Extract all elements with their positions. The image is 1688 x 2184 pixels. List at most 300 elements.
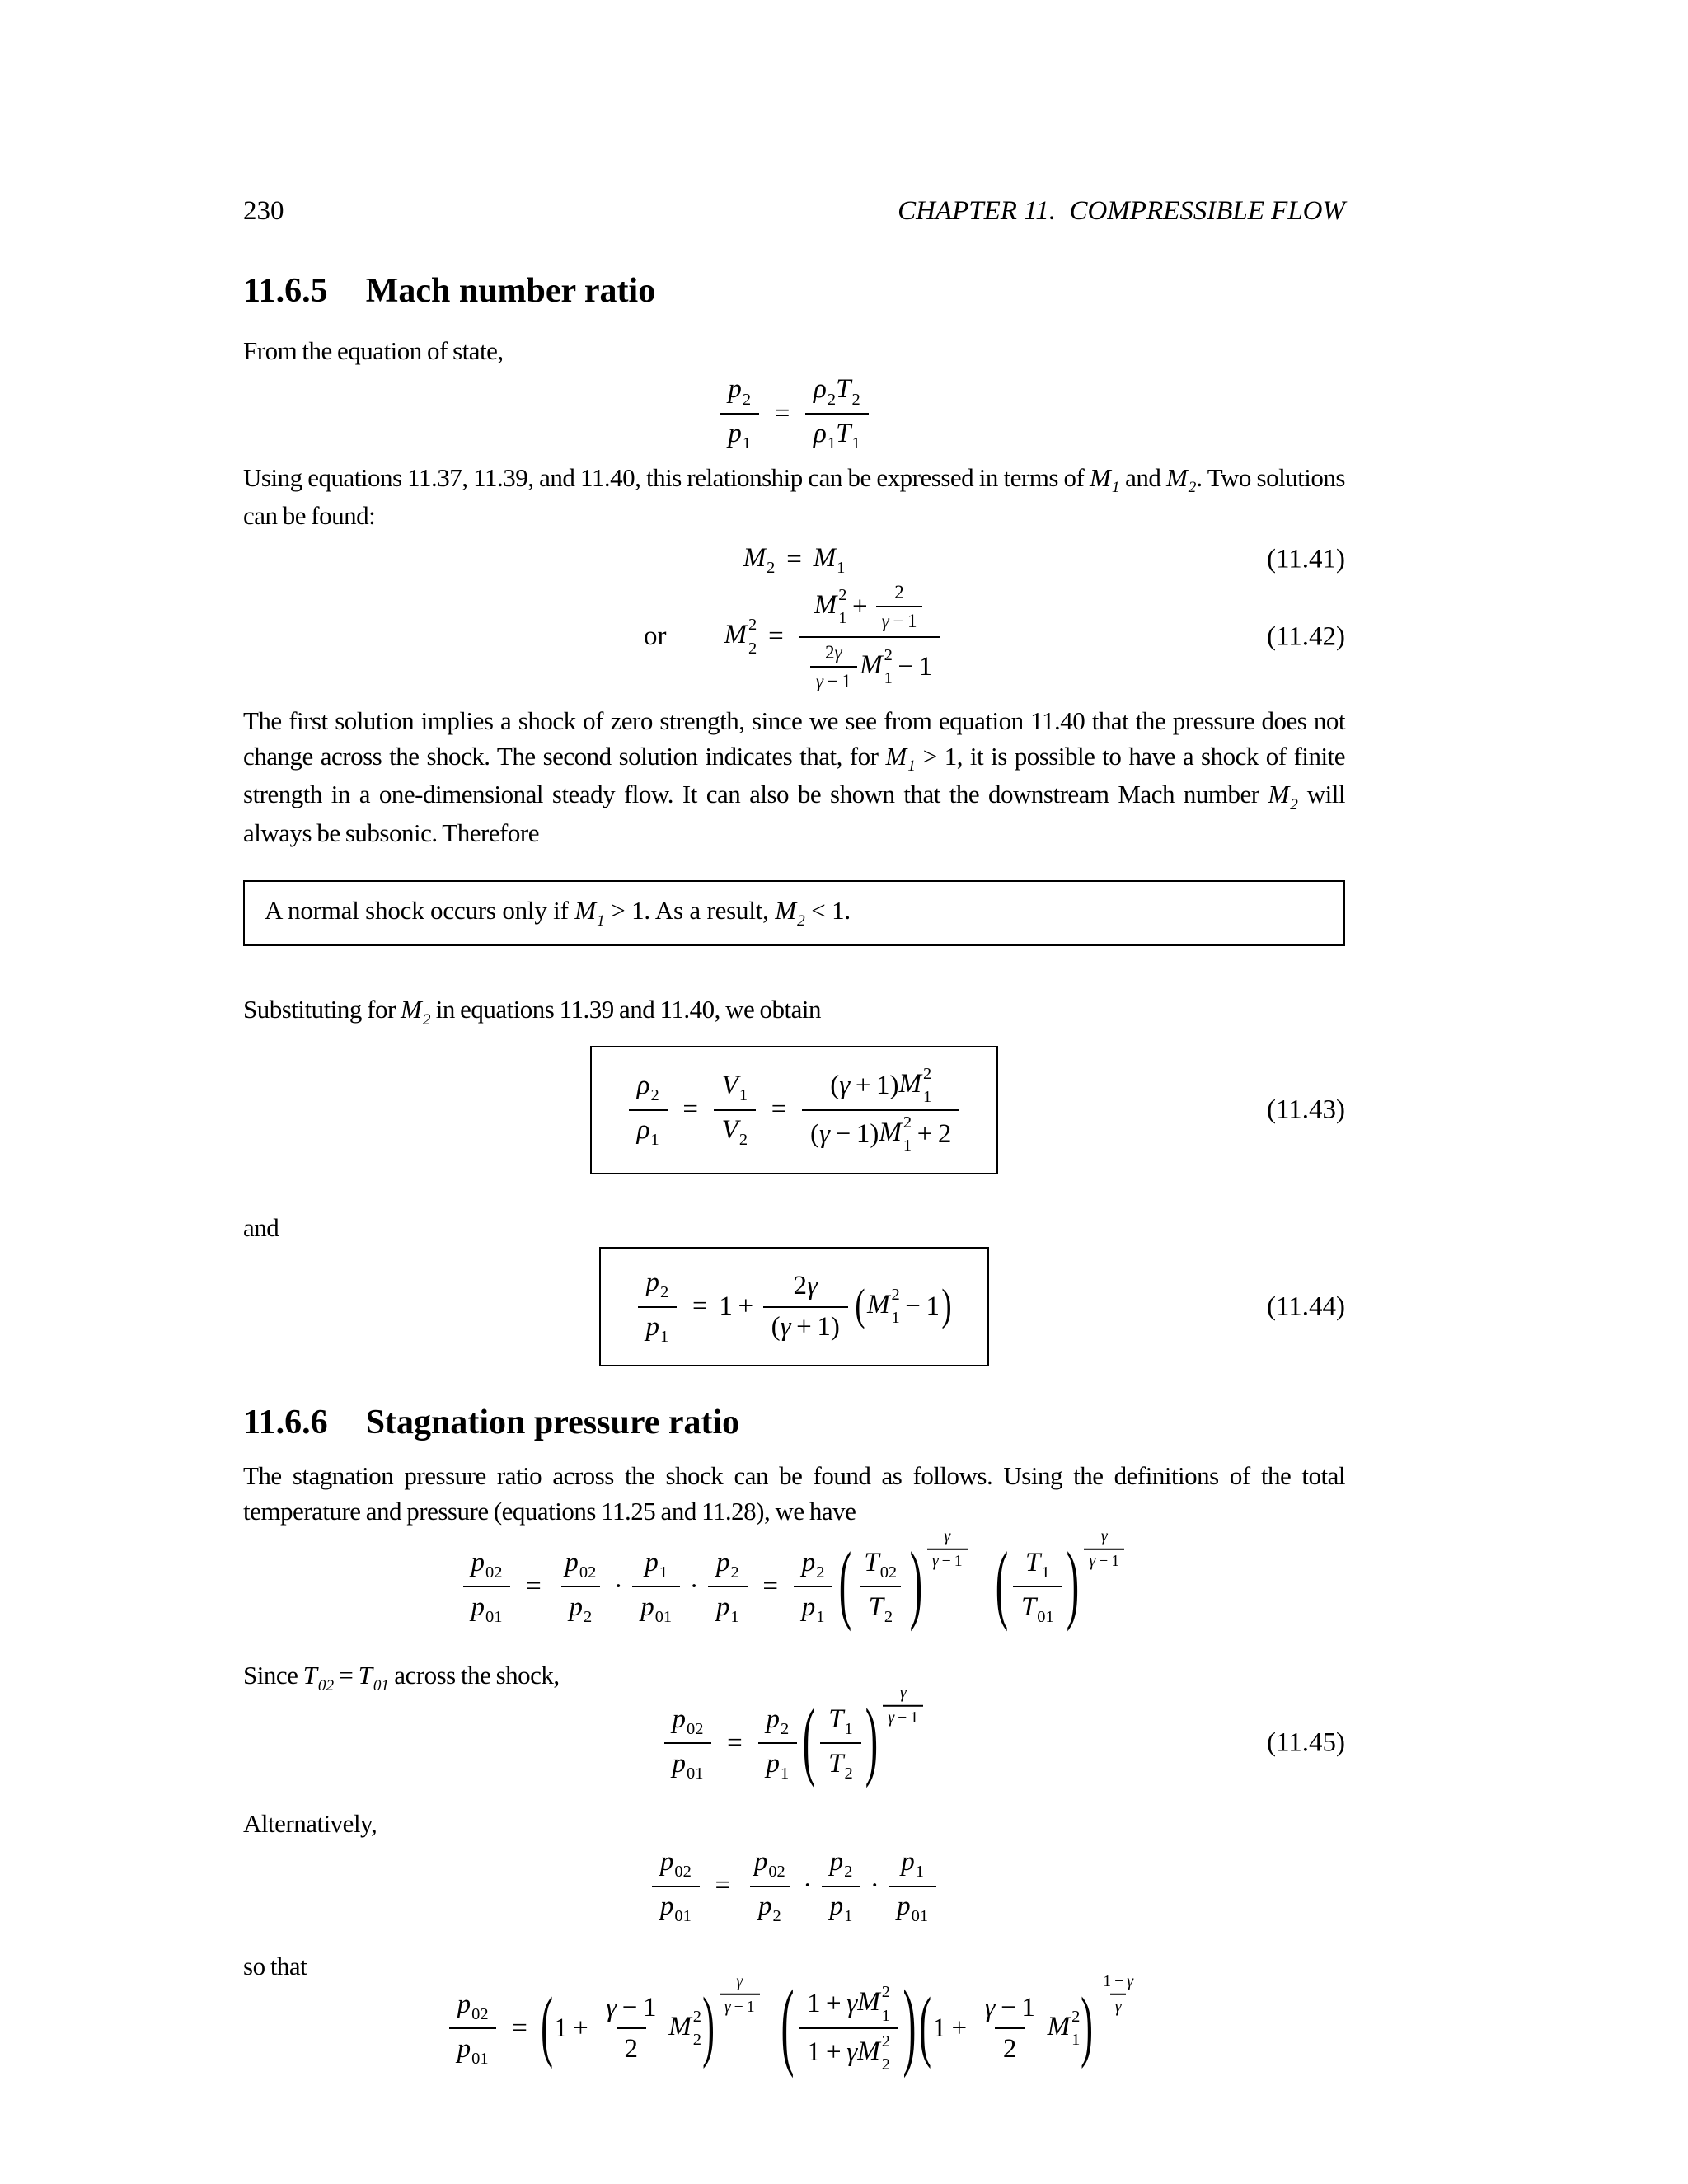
math-fraction xyxy=(977,1992,1043,2064)
math-var-group xyxy=(1021,1591,1054,1627)
math-variable: p xyxy=(659,1891,674,1921)
math-exponent xyxy=(717,1972,762,2017)
math-variable: T xyxy=(828,1704,844,1734)
open-paren-icon: ( xyxy=(855,1282,865,1331)
open-paren-icon: ( xyxy=(838,1537,851,1633)
math-sup: 2 xyxy=(1071,2007,1081,2026)
math-variable: T xyxy=(836,419,851,449)
math-variable: γ xyxy=(780,1311,791,1342)
math-row xyxy=(880,1683,926,1727)
math-var-group xyxy=(864,1547,897,1582)
math-relation: = xyxy=(762,1571,779,1601)
math-variable: γ xyxy=(736,1971,743,1990)
math-variable: M xyxy=(743,542,767,573)
math-sub: 1 xyxy=(884,669,893,688)
math-text: 1 xyxy=(954,1551,963,1570)
math-operator: + xyxy=(951,2013,968,2043)
open-paren-icon: ( xyxy=(781,1973,795,2081)
math-text: or xyxy=(644,621,667,652)
math-sub: 2 xyxy=(1188,479,1197,497)
math-var-group xyxy=(781,1311,791,1343)
math-row xyxy=(554,1992,701,2064)
math-row xyxy=(445,1971,1143,2081)
math-exponent xyxy=(925,1526,970,1571)
math-sup: 2 xyxy=(838,585,847,604)
math-sub: 1 xyxy=(1071,2031,1081,2050)
equation-alternative-chain xyxy=(243,1846,1345,1926)
equation-state xyxy=(243,373,1345,453)
math-row xyxy=(459,1526,1130,1633)
math-operator: − xyxy=(1099,1551,1109,1570)
math-row xyxy=(1013,1586,1062,1627)
math-sup: 2 xyxy=(884,645,893,664)
math-sub: 2 xyxy=(692,2031,702,2050)
inline-math xyxy=(1268,780,1298,814)
math-row xyxy=(977,1992,1043,2027)
math-sup: 2 xyxy=(881,2032,890,2050)
math-sub: 01 xyxy=(911,1907,929,1926)
math-var-group xyxy=(766,1704,789,1739)
equation-11-43 xyxy=(243,1046,1345,1174)
math-row xyxy=(1098,1972,1138,1994)
math-row xyxy=(1081,1526,1127,1571)
math-sub: 2 xyxy=(884,1607,893,1626)
math-variable: p xyxy=(728,374,742,405)
equation-math xyxy=(715,373,872,453)
math-fraction xyxy=(708,1547,748,1627)
math-row xyxy=(822,1886,861,1927)
math-variable: p xyxy=(897,1891,911,1921)
paragraph-since: Since $T_{02} = T_{01}$ across the shock, xyxy=(243,1660,560,1694)
math-variable: p xyxy=(829,1891,844,1921)
math-fraction xyxy=(557,1547,605,1627)
math-sub: 1 xyxy=(742,434,752,453)
math-text: 2 xyxy=(624,2033,639,2064)
math-sub: 2 xyxy=(738,1131,748,1150)
math-sub: 1 xyxy=(659,1563,668,1582)
math-exponent xyxy=(880,1683,926,1727)
math-subsup xyxy=(891,1286,899,1327)
equation-final xyxy=(243,1971,1345,2081)
math-text: 1 xyxy=(910,1708,919,1727)
math-var-group xyxy=(828,1704,853,1739)
math-variable: ρ xyxy=(636,1115,650,1146)
math-sub: 1 xyxy=(907,757,916,776)
equation-number: (11.45) xyxy=(1266,1727,1345,1758)
math-variable: p xyxy=(471,1547,485,1577)
math-var-group xyxy=(839,1070,850,1102)
math-sub: 02 xyxy=(879,1563,898,1582)
section-heading-11-6-5 xyxy=(243,271,1345,311)
math-var-group xyxy=(802,1591,825,1627)
math-row xyxy=(799,1984,898,2027)
math-fraction xyxy=(629,1070,668,1150)
math-row xyxy=(720,1994,760,2017)
math-sub: 2 xyxy=(742,390,752,409)
math-var-group xyxy=(471,1547,502,1582)
math-var-group xyxy=(901,1846,924,1882)
equation-number: (11.41) xyxy=(1266,544,1345,574)
math-fraction xyxy=(822,1846,861,1926)
math-variable: γ xyxy=(944,1526,951,1545)
math-var-group xyxy=(1025,1547,1050,1582)
math-relation: = xyxy=(771,1094,787,1125)
math-sub: 01 xyxy=(674,1907,692,1926)
math-row xyxy=(1009,1547,1066,1627)
math-variable: γ xyxy=(984,1993,996,2023)
math-subsup xyxy=(882,2033,890,2074)
math-operator: − xyxy=(734,1997,743,2016)
inline-math xyxy=(574,896,605,930)
math-var-group xyxy=(766,1748,789,1783)
math-fraction xyxy=(758,1704,798,1783)
math-text: 1 xyxy=(746,1997,755,2016)
math-row xyxy=(636,1547,676,1586)
math-var-group xyxy=(640,1591,672,1627)
math-text: 1 xyxy=(806,2037,821,2068)
paragraph-first-solution: The first solution implies a shock of zero strength, since we see from equation 11.40 that the pressure does not change across the shock. The second solution indicates that, for $M_1 > 1$, it is possible to have a shock of finite strength in a one-dimensional steady flow. It can also be shown that the downstream Mach number $M_2$ will always be subsonic. Therefore xyxy=(243,706,1345,848)
section-number: 11.6.6 xyxy=(243,1404,328,1442)
equation-11-45 xyxy=(243,1683,1345,1790)
math-row xyxy=(852,1547,909,1627)
math-paren-group xyxy=(919,1971,1141,2071)
math-sup: 2 xyxy=(923,1064,932,1083)
math-relation: = xyxy=(727,1727,743,1758)
math-sub: 2 xyxy=(748,639,757,658)
math-row xyxy=(714,1109,756,1151)
math-variable: M xyxy=(898,1068,922,1099)
math-var-group xyxy=(846,1988,857,2020)
math-row xyxy=(856,1547,905,1586)
equation-number: (11.43) xyxy=(1266,1094,1345,1125)
math-subsup xyxy=(903,1114,912,1155)
math-sup: 2 xyxy=(891,1286,900,1305)
math-sub: 1 xyxy=(780,1764,790,1783)
math-subsup xyxy=(882,1984,890,2024)
math-variable: p xyxy=(457,2033,471,2064)
math-sup: 2 xyxy=(903,1113,912,1132)
math-variable: T xyxy=(836,374,851,405)
math-row xyxy=(720,373,759,413)
math-row xyxy=(463,1547,511,1586)
math-paren-group xyxy=(781,1973,917,2081)
math-row xyxy=(660,1683,929,1790)
math-variable: γ xyxy=(834,640,842,663)
math-operator: − xyxy=(893,610,904,632)
page-header xyxy=(243,196,1345,227)
math-text: 1 xyxy=(719,1291,733,1322)
math-row xyxy=(743,542,846,578)
math-sub: 01 xyxy=(654,1607,673,1626)
math-variable: M xyxy=(574,896,597,926)
math-operator: · xyxy=(689,1571,699,1601)
section-number: 11.6.5 xyxy=(243,272,328,310)
math-var-group xyxy=(834,641,842,663)
math-variable: γ xyxy=(846,2037,858,2068)
math-variable: T xyxy=(864,1547,879,1577)
math-variable: M xyxy=(857,1987,880,2018)
math-operator: − xyxy=(835,1118,851,1149)
math-subsup xyxy=(838,587,846,627)
math-variable: M xyxy=(668,2011,692,2041)
math-variable: p xyxy=(569,1591,584,1622)
math-var-group xyxy=(819,1118,830,1151)
math-variable: p xyxy=(766,1748,780,1779)
math-row xyxy=(1110,1994,1127,2017)
close-paren-icon: ) xyxy=(903,1973,917,2081)
math-variable: M xyxy=(1165,462,1188,492)
math-fraction xyxy=(856,1547,905,1627)
note-text: A normal shock occurs only if $M_1 > 1$. As a result, $M_2 < 1$. xyxy=(265,896,851,930)
math-sup: 2 xyxy=(748,616,757,635)
math-fraction xyxy=(598,1992,664,2064)
math-variable: p xyxy=(645,1267,660,1297)
math-var-group xyxy=(828,1748,853,1783)
equation-number: (11.44) xyxy=(1266,1291,1345,1322)
inline-math xyxy=(885,741,916,776)
math-variable: p xyxy=(471,1591,485,1622)
math-variable: M xyxy=(1090,462,1111,492)
math-row xyxy=(816,1704,865,1783)
math-fraction xyxy=(763,1270,848,1343)
math-var-group xyxy=(984,1992,995,2024)
math-var-group xyxy=(606,1992,617,2024)
math-row xyxy=(629,1070,668,1109)
math-operator: + xyxy=(852,591,868,621)
math-variable: p xyxy=(565,1547,579,1577)
math-fraction xyxy=(1013,1547,1062,1627)
math-row xyxy=(822,1066,940,1109)
math-var-group xyxy=(716,1547,739,1582)
math-variable: γ xyxy=(1100,1526,1108,1545)
math-operator: − xyxy=(905,1291,921,1322)
math-exponent xyxy=(1095,1972,1141,2017)
math-fraction xyxy=(1098,1972,1138,2017)
math-fraction xyxy=(883,1683,923,1727)
math-sub: 2 xyxy=(851,390,860,409)
math-variable: γ xyxy=(888,1708,895,1727)
math-fraction xyxy=(638,1267,678,1347)
math-var-group xyxy=(816,670,823,692)
math-relation: = xyxy=(715,1871,731,1901)
inline-math xyxy=(358,1660,390,1694)
math-paren-group xyxy=(803,1683,926,1790)
math-text: 1 xyxy=(1111,1551,1120,1570)
math-row xyxy=(1017,1547,1057,1586)
paragraph-substituting: Substituting for $M_2$ in equations 11.39 and 11.40, we obtain xyxy=(243,995,821,1029)
math-subsup xyxy=(748,616,757,657)
math-subsup xyxy=(923,1066,931,1106)
math-var-group xyxy=(637,1070,659,1105)
math-paren-group xyxy=(855,1282,952,1331)
math-fraction xyxy=(652,1846,700,1926)
math-var-group xyxy=(900,1683,907,1702)
math-row xyxy=(820,1704,860,1743)
equation-stagnation-chain xyxy=(243,1526,1345,1633)
math-row xyxy=(860,1586,901,1627)
math-sub: 2 xyxy=(730,1563,739,1582)
math-row xyxy=(715,373,872,453)
math-var-group xyxy=(565,1547,596,1582)
math-variable: p xyxy=(757,1891,772,1921)
math-sub: 2 xyxy=(844,1863,853,1882)
math-sub: 2 xyxy=(650,1086,659,1105)
math-sub: 02 xyxy=(674,1863,692,1882)
normal-shock-note-box xyxy=(243,880,1345,946)
math-row xyxy=(625,1066,964,1155)
math-row xyxy=(717,1972,762,2017)
inline-math xyxy=(401,995,431,1029)
math-fraction xyxy=(664,1704,712,1783)
math-row xyxy=(785,1270,826,1305)
math-variable: T xyxy=(828,1748,844,1779)
math-sub: 1 xyxy=(851,434,860,453)
math-row xyxy=(995,2027,1025,2064)
math-operator: − xyxy=(1114,1971,1124,1990)
math-operator: + xyxy=(826,2037,842,2068)
math-var-group xyxy=(846,2036,857,2069)
math-var-group xyxy=(1127,1972,1133,1991)
math-variable: T xyxy=(302,1660,317,1690)
equation-math xyxy=(634,1267,955,1346)
math-operator: · xyxy=(613,1571,623,1601)
math-text: ( xyxy=(810,1118,820,1149)
math-row xyxy=(794,1547,833,1586)
math-sup: 2 xyxy=(881,1983,890,2002)
math-text: 1 xyxy=(1103,1971,1112,1990)
math-sub: 1 xyxy=(903,1137,912,1155)
math-variable: p xyxy=(715,1591,730,1622)
math-relation: = xyxy=(768,621,784,652)
math-var-group xyxy=(814,418,836,453)
math-row xyxy=(763,1306,848,1343)
math-row xyxy=(883,1704,923,1727)
math-sub: 01 xyxy=(1037,1607,1054,1626)
math-text: 1) xyxy=(817,1311,840,1342)
math-sub: 1 xyxy=(923,1088,932,1107)
math-variable: M xyxy=(879,1118,902,1148)
math-text: 1 xyxy=(1021,1993,1035,2023)
math-variable: p xyxy=(640,1591,654,1622)
math-fraction xyxy=(449,1989,497,2069)
math-var-group xyxy=(646,1267,669,1302)
math-row xyxy=(634,1267,955,1347)
math-sub: 1 xyxy=(1111,479,1120,497)
math-fraction xyxy=(720,1972,760,2017)
math-var-group xyxy=(724,1997,731,2016)
math-row xyxy=(802,1109,959,1155)
math-row xyxy=(557,1547,605,1586)
math-variable: p xyxy=(829,1846,844,1877)
equation-11-41 xyxy=(243,542,1345,578)
math-var-group xyxy=(673,1748,704,1783)
math-text: 2 xyxy=(894,580,904,602)
paragraph-stagnation: The stagnation pressure ratio across the shock can be found as follows. Using the definitions of the total temperature and pressure (equations 11.25 and 11.28), we have xyxy=(243,1461,1345,1526)
math-sub: 02 xyxy=(768,1863,785,1882)
math-operator: − xyxy=(898,1708,907,1727)
math-row xyxy=(795,1984,903,2073)
math-text: 1 xyxy=(907,610,917,632)
math-text: 1) xyxy=(856,1118,879,1149)
math-variable: γ xyxy=(724,1997,731,2016)
math-fraction xyxy=(876,581,923,633)
equation-math xyxy=(445,1971,1143,2081)
math-text: 1 xyxy=(918,651,933,682)
section-title: Mach number ratio xyxy=(365,272,656,310)
math-sub: 1 xyxy=(738,1086,748,1105)
math-relation: = xyxy=(526,1571,542,1601)
math-row xyxy=(932,1992,1080,2064)
math-sub: 02 xyxy=(317,1676,335,1694)
math-row xyxy=(463,1586,511,1627)
math-variable: M xyxy=(857,2036,880,2066)
math-row xyxy=(939,1526,955,1548)
math-text: ( xyxy=(830,1070,840,1100)
math-row xyxy=(449,2027,497,2069)
math-var-group xyxy=(646,1311,669,1347)
math-subsup xyxy=(693,2008,701,2049)
math-variable: V xyxy=(721,1071,738,1101)
math-text: 1 xyxy=(554,2013,568,2043)
math-operator: + xyxy=(796,1311,812,1342)
open-paren-icon: ( xyxy=(803,1694,816,1790)
math-row xyxy=(638,1267,678,1306)
math-sub: 2 xyxy=(780,1719,790,1738)
math-variable: p xyxy=(715,1547,730,1577)
math-fraction xyxy=(802,1066,959,1155)
math-sub: 2 xyxy=(422,1010,431,1029)
math-row xyxy=(895,1683,912,1704)
close-paren-icon: ) xyxy=(1067,1537,1080,1633)
equation-math xyxy=(648,1846,940,1926)
math-variable: γ xyxy=(931,1551,939,1570)
math-row xyxy=(561,1586,601,1627)
math-variable: p xyxy=(728,419,742,449)
math-operator: − xyxy=(621,1993,638,2023)
math-sub: 2 xyxy=(1290,796,1298,814)
math-operator: − xyxy=(1001,1993,1016,2023)
math-var-group xyxy=(724,616,757,657)
math-sub: 2 xyxy=(816,1563,825,1582)
math-sub: 2 xyxy=(772,1907,781,1926)
math-sub: 1 xyxy=(881,2006,890,2025)
math-var-group xyxy=(660,1891,692,1926)
math-var-group xyxy=(471,1591,502,1627)
math-text: 2 xyxy=(937,1118,952,1149)
math-text: 1) xyxy=(876,1070,899,1100)
equation-number: (11.42) xyxy=(1266,621,1345,652)
math-variable: ρ xyxy=(814,419,827,449)
math-var-group xyxy=(722,1114,748,1150)
math-sub: 1 xyxy=(838,609,847,627)
math-var-group xyxy=(944,1526,950,1545)
math-row xyxy=(1095,1972,1141,2017)
math-sub: 2 xyxy=(797,912,805,930)
math-var-group xyxy=(899,1066,932,1106)
math-variable: γ xyxy=(806,1271,818,1301)
math-row xyxy=(867,1286,940,1327)
math-var-group xyxy=(868,1591,893,1627)
math-var-group xyxy=(660,1846,692,1882)
math-row xyxy=(1096,1526,1113,1548)
math-sub: 1 xyxy=(816,1607,825,1626)
math-variable: γ xyxy=(1114,1997,1122,2016)
math-row xyxy=(758,1704,798,1743)
equation-box xyxy=(599,1247,990,1366)
equation-math xyxy=(644,581,945,693)
page-content xyxy=(243,0,1345,2081)
math-sub: 2 xyxy=(660,1283,669,1302)
